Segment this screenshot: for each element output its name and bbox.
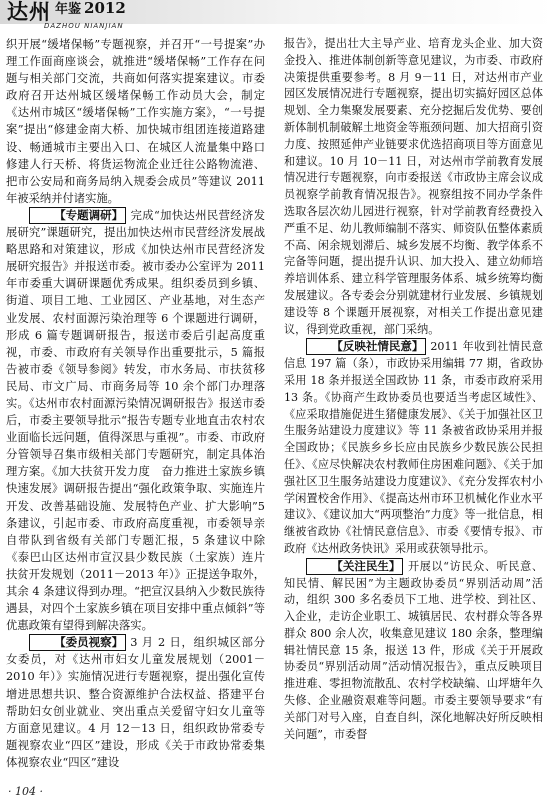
logo-subtitle: DAZHOU NIANJIAN: [44, 22, 124, 30]
section-body: 开展以“访民众、听民意、知民情、解民困”为主题政协委员“界别活动周”活动，组织 300 多名委员下工地、进学校、到社区、入企业，走访企业职工、城镇居民、农村群众等各界群众 800 余人次，收集意见建议 180 余条，整理编辑社情民意 15 条，报送 13 件，形成《关于开展政协委员“界别活动周”活动情况报告》，重点反映项目推进难、零担物流散乱、农村学校缺编、山坪塘年久失修、企业融资艰难等问题。市委主要领导要求“有关部门对号入座，自查自纠，深化地解决好所反映相关问题”，市委督: [284, 559, 543, 741]
section-special-research: [6, 207, 265, 634]
section-tag: 【专题调研】: [29, 207, 127, 224]
section-body: 3 月 2 日，组织城区部分女委员，对《达州市妇女儿童发展规划（2001－2010 年）》实施情况进行专题视察，提出强化宣传增进思想共识、整合资源维护合法权益、搭建平台帮助妇女创业就业、突出重点关爱留守妇女儿童等方面意见建议。4 月 12－13 日，组织政协常委专题视察农业“四区”建设，形成《关于市政协常委集体视察农业“四区”建设: [6, 636, 265, 769]
section-tag: 【关注民生】: [306, 558, 403, 575]
left-paragraph-1: 织开展“缓堵保畅”专题视察，并召开“一号提案”办理工作面商座谈会，就推进“缓堵保畅”工作存在问题与相关部门交流，共商如何落实提案建议。市委政府召开达州城区缓堵保畅工作动员大会，制定《达州市城区“缓堵保畅”工作实施方案》，“一号提案”提出“修建金南大桥、加快城市组团连接道路建设、畅通城市主要出入口、在城区人流量集中路口修建人行天桥、将货运物流企业迁往公路物流港、把市公安局和商务局纳入规委会成员”等建议 2011 年被采纳并付诸实施。: [6, 38, 265, 205]
section-tag: 【委员视察】: [29, 634, 127, 651]
logo-title: 达州: [7, 0, 51, 24]
left-column: [6, 36, 265, 771]
section-body: 2011 年收到社情民意信息 197 篇（条），市政协采用编辑 77 期，省政协采用 18 条并报送全国政协 11 条，市委市政府采用 13 条。《协商产生政协委员也要适当考虑区域性》、《应采取措施促进生猪健康发展》、《关于加强社区卫生服务站建设力度建议》等 11 条被省政协采用并报全国政协；《民族乡乡长应由民族乡少数民族公民担任》、《应尽快解决农村教师住房困难问题》、《关于加强社区卫生服务站建设力度建议》、《充分发挥农村小学闲置校舍作用》、《提高达州市环卫机械化作业水平建议》、《建议加大“两项整治”力度》等一批信息，相继被省政协《社情民意信息》、市委《要情专报》、市政府《达州政务快讯》采用或获领导批示。: [284, 340, 543, 555]
page-header: [0, 0, 554, 34]
section-tag: 【反映社情民意】: [306, 338, 426, 355]
right-paragraph-1: 报告》，提出壮大主导产业、培育龙头企业、加大资金投入、推进体制创新等意见建议，为市委、市政府决策提供重要参考。8 月 9－11 日，对达州市产业园区发展情况进行专题视察，提出切实搞好园区总体规划、全力集聚发展要素、充分挖掘后发优势、要创新体制机制破解土地资金等瓶颈问题、加大招商引资力度、按照延伸产业链要求优选招商项目等方面意见和建议。10 月 10－11 日，对达州市学前教育发展情况进行专题视察，向市委报送《市政协主席会议成员视察学前教育情况报告》。视察组按不同办学条件选取各层次幼儿园进行视察，针对学前教育经费投入严重不足、幼儿教师编制不落实、师资队伍整体素质不高、闲余规划滞后、城乡发展不均衡、教学体系不完备等问题，提出提升认识、加大投入、建立幼师培养培训体系、建立科学管理服务体系、城乡统筹均衡发展建议。各专委会分别就建材行业发展、乡镇规划建设等 8 个课题开展视察，对相关工作提出意见建议，得到党政重视，部门采纳。: [284, 37, 543, 336]
section-member-inspection: [6, 634, 265, 771]
logo-year-label: 年鉴: [55, 2, 82, 17]
logo-year-number: 2012: [84, 0, 126, 17]
section-livelihood: [284, 558, 543, 744]
logo-side: [55, 0, 126, 18]
page-number: · 104 ·: [8, 785, 43, 798]
section-public-opinion: [284, 338, 543, 557]
logo-year: [55, 0, 126, 18]
right-column: [284, 36, 543, 743]
section-body: 完成“加快达州民营经济发展研究”课题研究，提出加快达州市民营经济发展战略思路和对策建议，形成《加快达州市民营经济发展研究报告》并报送市委。被市委办公室评为 2011 年市委重大调研课题优秀成果。组织委员到乡镇、街道、项目工地、工业园区、产业基地，对生态产业发展、农村面源污染治理等 6 个课题进行调研，形成 6 篇专题调研报告，报送市委后引起高度重视，市委、市政府有关领导作出重要批示，5 篇报告被市委《领导参阅》转发，市水务局、市扶贫移民局、市文广局、市商务局等 10 余个部门办理落实。《达州市农村面源污染情况调研报告》报送市委后，市委主要领导批示“报告专题专业地直击农村农业面临长远问题，值得深思与重视”。市委、市政府分管领导召集市级相关部门专题研究，制定具体治理方案。《加大扶贫开发力度 奋力推进土家族乡镇快速发展》调研报告提出“强化政策争取、实施连片开发、改善基础设施、发展特色产业、扩大影响”5 条建议，引起市委、市政府高度重视，市委领导亲自带队到省级有关部门专题汇报，5 条建议中除《泰巴山区达州市宣汉县少数民族（土家族）连片扶贫开发规划（2011－2013 年）》正提送争取外，其余 4 条建议得到办理。“把宣汉县纳入少数民族待遇县，对四个土家族乡镇在项目安排中重点倾斜”等优惠政策有望得到解决落实。: [6, 208, 265, 633]
